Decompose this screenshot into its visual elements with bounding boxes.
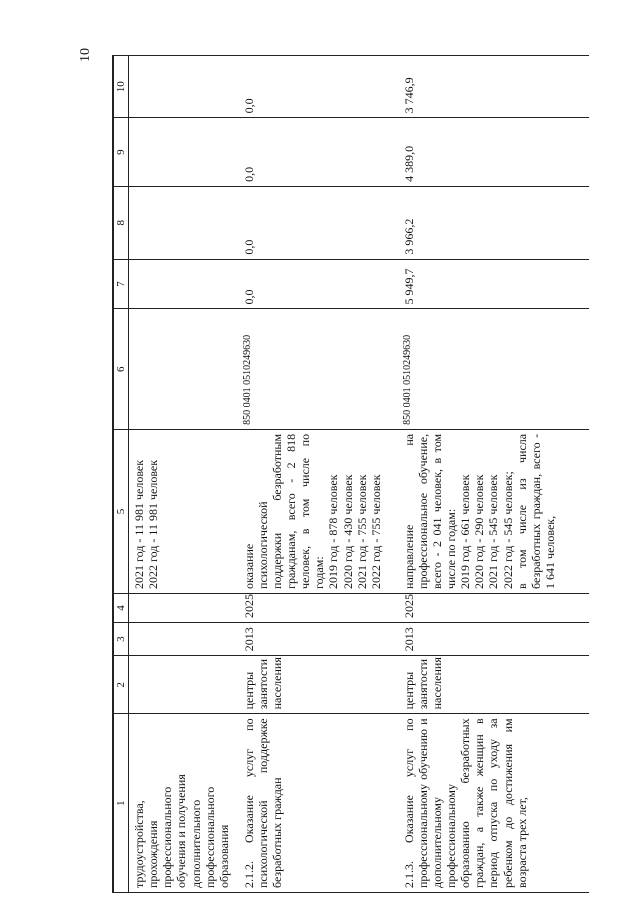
amount-year-3: 0,0: [239, 56, 399, 118]
start-year: [129, 623, 239, 656]
amount-total: [129, 259, 239, 309]
result-indicator: оказание психологической поддержки безработным гражданам, всего - 2 818 человек, в том числе по годам: 2019 год - 878 человек 2020 год - 430 человек 2021 год - 755 человек 2022 год - 755 человек: [239, 429, 399, 593]
table-row: [129, 56, 239, 893]
table-row: [399, 56, 589, 893]
column-header: 7: [113, 259, 129, 309]
column-header: 6: [113, 309, 129, 429]
end-year: 2025: [239, 593, 399, 622]
task-description: трудоустройства, прохождения профессионального обучения и получения дополнительного профессионального образования: [129, 714, 239, 893]
budget-table-rotated: [112, 55, 592, 893]
task-description: 2.1.2. Оказание услуг по психологической поддержке безработных граждан: [239, 714, 399, 893]
amount-year-1: [129, 186, 239, 259]
column-header: 4: [113, 593, 129, 622]
task-description: 2.1.3. Оказание услуг по профессиональному обучению и дополнительному профессиональному образованию безработных граждан, а также женщин в период отпуска по уходу за ребенком до достижения им возраста трех лет,: [399, 714, 589, 893]
amount-year-1: 3 966,2: [399, 186, 589, 259]
executor: центры занятости населения: [239, 656, 399, 714]
budget-table: [112, 55, 589, 893]
column-header: 2: [113, 656, 129, 714]
page-number: 10: [78, 48, 93, 62]
budget-code: 850 0401 0510249630: [399, 309, 589, 429]
executor: центры занятости населения: [399, 656, 589, 714]
column-header: 1: [113, 714, 129, 893]
header-row: [113, 56, 129, 893]
result-indicator: направление на профессиональное обучение, всего - 2 041 человек, в том числе по годам: 2019 год - 661 человек 2020 год - 290 человек 2021 год - 545 человек 2022 год - 545 человек; в том числе из числа безработных граждан, всего - 1 641 человек,: [399, 429, 589, 593]
column-header: 9: [113, 118, 129, 187]
column-header: 8: [113, 186, 129, 259]
amount-year-3: 3 746,9: [399, 56, 589, 118]
amount-total: 0,0: [239, 259, 399, 309]
start-year: 2013: [239, 623, 399, 656]
amount-year-2: [129, 118, 239, 187]
table-row: [239, 56, 399, 893]
result-indicator: 2021 год - 11 981 человек 2022 год - 11 981 человек: [129, 429, 239, 593]
end-year: 2025: [399, 593, 589, 622]
start-year: 2013: [399, 623, 589, 656]
amount-year-2: 0,0: [239, 118, 399, 187]
amount-year-2: 4 389,0: [399, 118, 589, 187]
end-year: [129, 593, 239, 622]
column-header: 5: [113, 429, 129, 593]
column-header: 3: [113, 623, 129, 656]
budget-code: 850 0401 0510249630: [239, 309, 399, 429]
executor: [129, 656, 239, 714]
column-header: 10: [113, 56, 129, 118]
amount-total: 5 949,7: [399, 259, 589, 309]
budget-code: [129, 309, 239, 429]
amount-year-1: 0,0: [239, 186, 399, 259]
amount-year-3: [129, 56, 239, 118]
